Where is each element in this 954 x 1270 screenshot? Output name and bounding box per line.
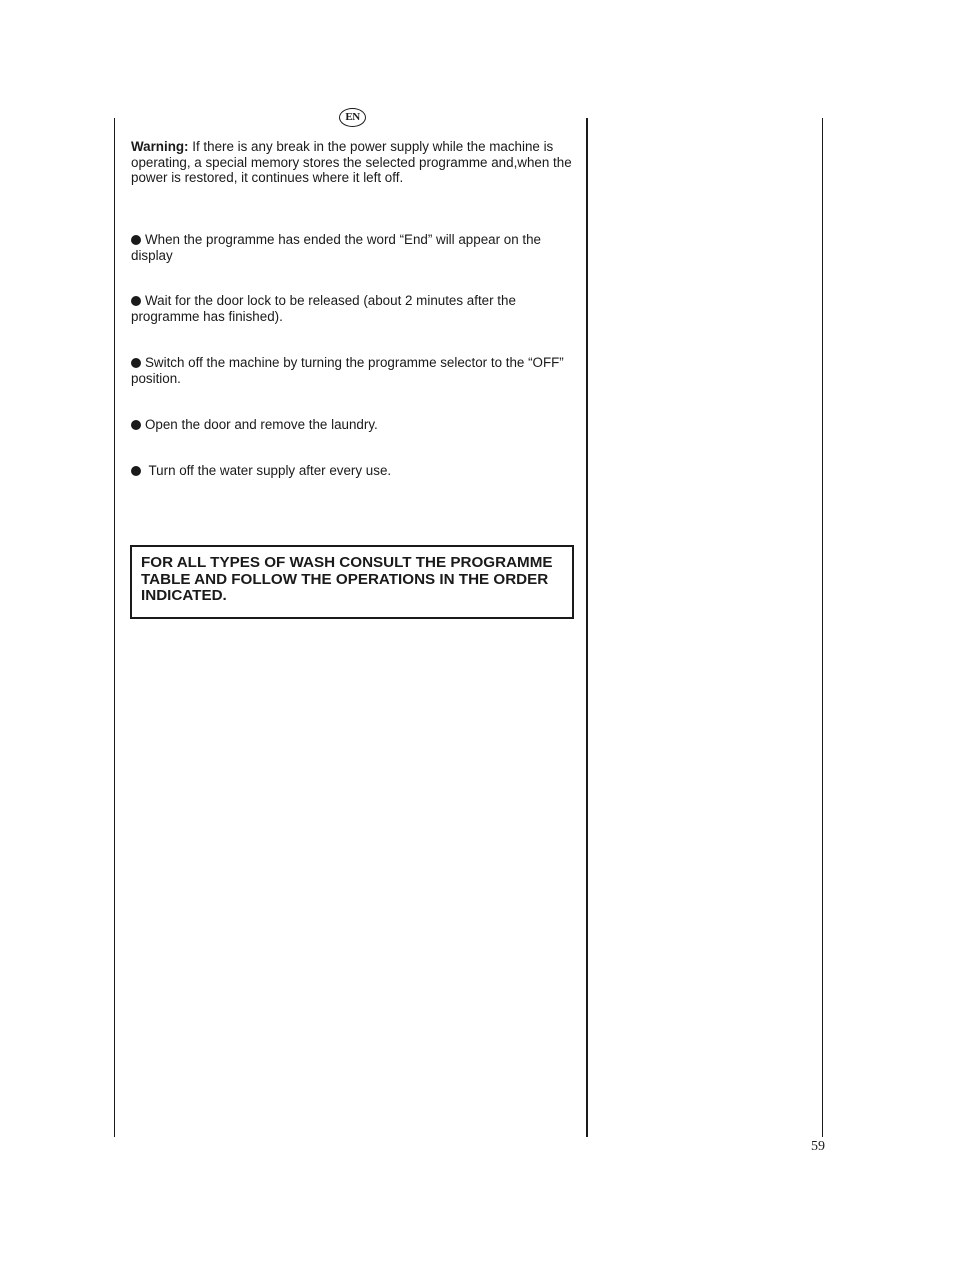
bullet-icon bbox=[131, 466, 141, 476]
step-item-water-supply bbox=[131, 463, 577, 479]
bullet-icon bbox=[131, 420, 141, 430]
right-margin-rule bbox=[822, 118, 823, 1137]
step-text: Open the door and remove the laundry. bbox=[145, 417, 378, 432]
step-item-end-display bbox=[131, 232, 577, 263]
step-text: Wait for the door lock to be released (about 2 minutes after the programme has finished). bbox=[131, 293, 516, 324]
step-item-switch-off bbox=[131, 355, 577, 386]
notice-text: FOR ALL TYPES OF WASH CONSULT THE PROGRAMME TABLE AND FOLLOW THE OPERATIONS IN THE ORDER INDICATED. bbox=[141, 554, 553, 604]
page-number: 59 bbox=[811, 1139, 825, 1154]
notice-box bbox=[130, 545, 574, 619]
bullet-icon bbox=[131, 358, 141, 368]
language-badge: EN bbox=[339, 108, 366, 127]
step-item-open-door bbox=[131, 417, 577, 433]
bullet-icon bbox=[131, 296, 141, 306]
column-divider-rule bbox=[586, 118, 588, 1137]
step-item-door-lock bbox=[131, 293, 577, 324]
warning-text: If there is any break in the power supply while the machine is operating, a special memory stores the selected programme and,when the power is restored, it continues where it left off. bbox=[131, 139, 572, 185]
step-text: Switch off the machine by turning the programme selector to the “OFF” position. bbox=[131, 355, 564, 386]
bullet-icon bbox=[131, 235, 141, 245]
step-text: When the programme has ended the word “End” will appear on the display bbox=[131, 232, 541, 263]
warning-paragraph bbox=[131, 139, 577, 186]
left-margin-rule bbox=[114, 118, 115, 1137]
warning-lead: Warning: bbox=[131, 139, 189, 154]
step-text: Turn off the water supply after every use. bbox=[145, 463, 392, 478]
